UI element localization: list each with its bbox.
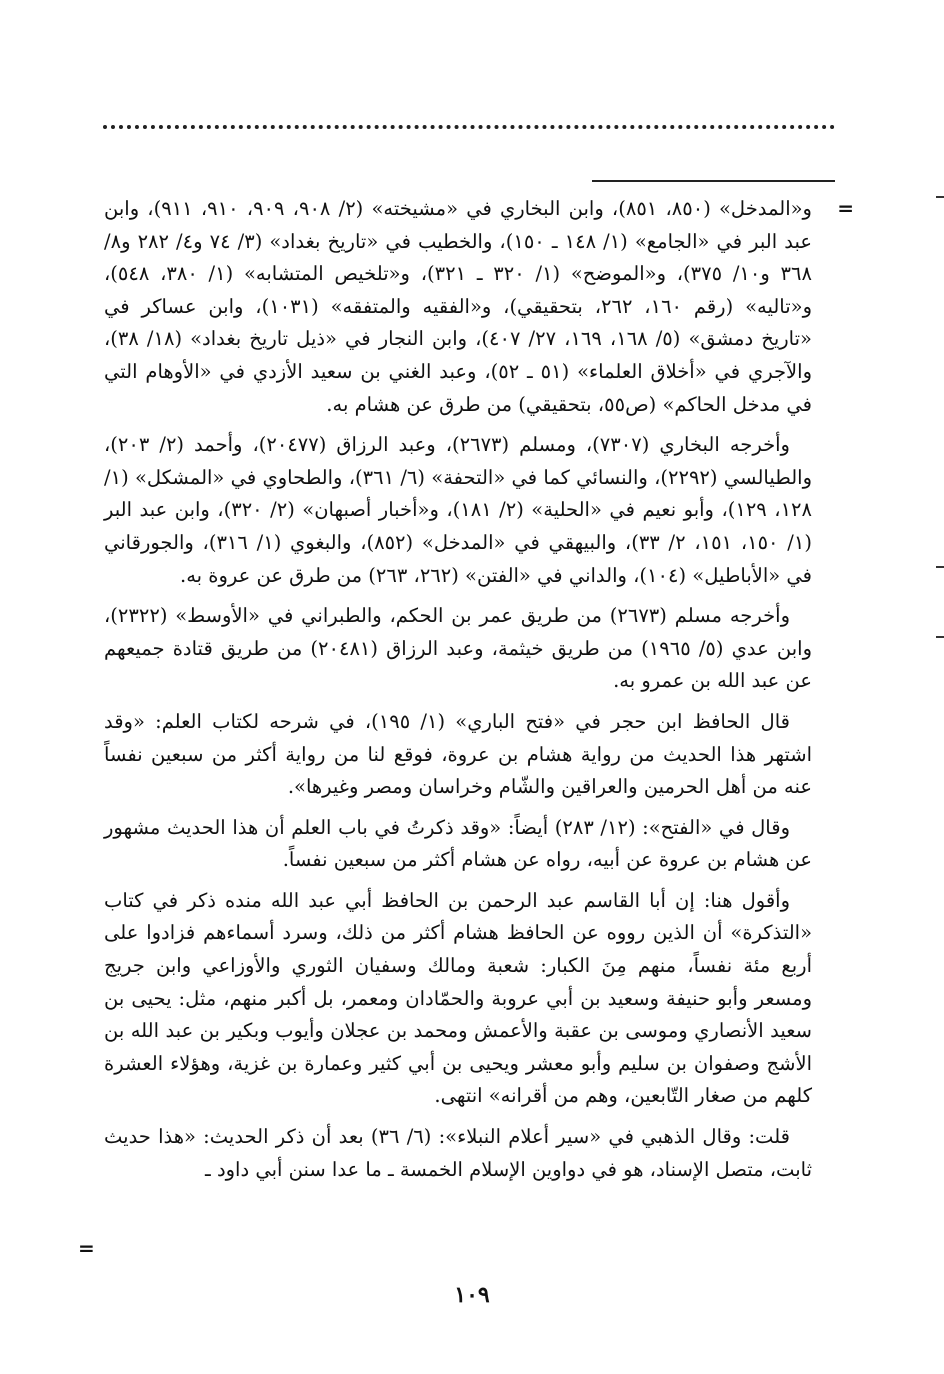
paragraph: وقال في «الفتح»: (١٢/ ٢٨٣) أيضاً: «وقد ذكرتُ في باب العلم أن هذا الحديث مشهور عن هشام بن عروة عن أبيه، رواه عن هشام أكثر من سبعين نفساً.: [104, 815, 812, 872]
margin-tick: [936, 196, 944, 198]
paragraph: وأخرجه مسلم (٢٦٧٣) من طريق عمر بن الحكم، والطبراني في «الأوسط» (٢٣٢٢)، وابن عدي (٥/ ١٩٦٥) من طريق خيثمة، وعبد الرزاق (٢٠٤٨١) من طريق قتادة جميعهم عن عبد الله بن عمرو به.: [104, 604, 812, 693]
margin-tick: [936, 566, 944, 568]
header-dotted-rule: [103, 125, 835, 129]
paragraph: قلت: وقال الذهبي في «سير أعلام النبلاء»: (٦/ ٣٦) بعد أن ذكر الحديث: «هذا حديث ثابت، متصل الإسناد، هو في دواوين الإسلام الخمسة ـ ما عدا سنن أبي داود ـ: [104, 1125, 812, 1181]
footnote-text: [104, 193, 812, 1194]
continuation-mark-top: =: [837, 196, 854, 220]
paragraph: وأخرجه البخاري (٧٣٠٧)، ومسلم (٢٦٧٣)، وعبد الرزاق (٢٠٤٧٧)، وأحمد (٢/ ٢٠٣)، والطيالسي (٢٢٩٢)، والنسائي كما في «التحفة» (٦/ ٣٦١)، والطحاوي في «المشكل» (١/ ١٢٨، ١٢٩)، وأبو نعيم في «الحلية» (٢/ ١٨١)، و«أخبار أصبهان» (٢/ ٣٢٠)، وابن عبد البر (١/ ١٥٠، ١٥١، ٢/ ٣٣)، والبيهقي في «المدخل» (٨٥٢)، والبغوي (١/ ٣١٦)، والجورقاني في «الأباطيل» (١٠٤)، والداني في «الفتن» (٢٦٢، ٢٦٣) من طرق عن عروة به.: [104, 433, 812, 587]
margin-tick: [936, 636, 944, 638]
page-number: ١٠٩: [454, 1282, 490, 1308]
paragraph: وأقول هنا: إن أبا القاسم عبد الرحمن بن الحافظ أبي عبد الله منده ذكر في كتاب «التذكرة» أن الذين رووه عن الحافظ هشام أكثر من ذلك، وسرد أسماءهم فزادوا على أربع مئة نفساً، منهم مِنَ الكبار: شعبة ومالك وسفيان الثوري والأوزاعي وابن جريج ومسعر وأبو حنيفة وسعيد بن أبي عروبة والحمّادان ومعمر، بل أكبر منهم، مثل: يحيى بن سعيد الأنصاري وموسى بن عقبة والأعمش ومحمد بن عجلان وأيوب وبكير بن عبد الله بن الأشج وصفوان بن سليم وأبو معشر ويحيى بن أبي كثير وعمارة بن غزية، وهؤلاء العشرة كلهم من صغار التّابعين، وهم من أقرانه» انتهى.: [104, 888, 812, 1108]
footnote-separator-rule: [592, 180, 835, 182]
continuation-mark-bottom: =: [78, 1236, 95, 1260]
paragraph: قال الحافظ ابن حجر في «فتح الباري» (١/ ١٩٥)، في شرحه لكتاب العلم: «وقد اشتهر هذا الحديث من رواية هشام بن عروة، فوقع لنا من رواية أكثر من سبعين نفساً عنه من أهل الحرمين والعراقين والشّام وخراسان ومصر وغيرها».: [104, 709, 812, 799]
paragraph: و«المدخل» (٨٥٠، ٨٥١)، وابن البخاري في «مشيخته» (٢/ ٩٠٨، ٩٠٩، ٩١٠، ٩١١)، وابن عبد البر في «الجامع» (١/ ١٤٨ ـ ١٥٠)، والخطيب في «تاريخ بغداد» (٣/ ٧٤ و٤/ ٢٨٢ و٨/ ٣٦٨ و١٠/ ٣٧٥)، و«الموضح» (١/ ٣٢٠ ـ ٣٢١)، و«تلخيص المتشابه» (١/ ٣٨٠، ٥٤٨)، و«تاليه» (رقم ١٦٠، ٢٦٢، بتحقيقي)، و«الفقيه والمتفقه» (١٠٣١)، وابن عساكر في «تاريخ دمشق» (٥/ ١٦٨، ١٦٩، ٢٧/ ٤٠٧)، وابن النجار في «ذيل تاريخ بغداد» (١٨/ ٣٨)، والآجري في «أخلاق العلماء» (٥١ ـ ٥٢)، وعبد الغني بن سعيد الأزدي في «الأوهام التي في مدخل الحاكم» (ص٥٥، بتحقيقي) من طرق عن هشام به.: [104, 197, 813, 416]
